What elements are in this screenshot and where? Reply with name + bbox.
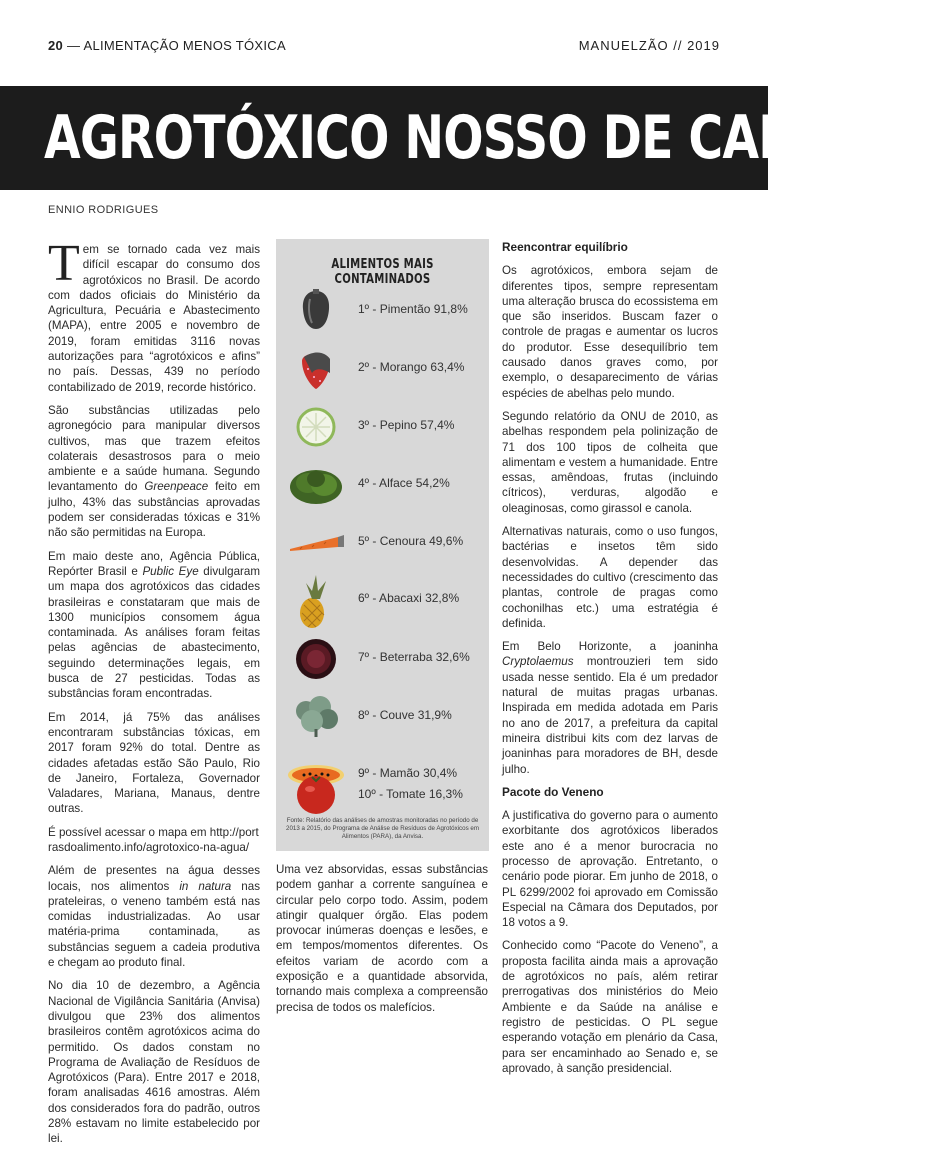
tomato-icon xyxy=(286,769,346,817)
paragraph: Conhecido como “Pacote do Veneno”, a proposta facilita ainda mais a aprovação de agrotóxicos no país, além retirar prerrogativas dos ministérios do Meio Ambiente e da Saúde na análise e registro de pesticidas. O PL segue esperando votação em plenário da Casa, para ser encaminhado ao Senado e, se aprovado, à sanção presidencial. xyxy=(502,939,718,1075)
paragraph: Uma vez absorvidas, essas substâncias podem ganhar a corrente sanguínea e circular pelo corpo todo. Assim, podem atingir qualquer órgão. Elas podem provocar inúmeras doenças e lesões, e em tempos/momentos diferentes. Os efeitos variam de acordo com a exposição e a quantidade absorvida, tornando mais complexa a compreensão precisa de todos os malefícios. xyxy=(276,863,488,1014)
paragraph: Alternativas naturais, como o uso fungos, bactérias e insetos têm sido desenvolvidas. A depender das necessidades do cultivo (crescimento das plantas, controle de pragas como cochonilhas etc.) uma estratégia é definida. xyxy=(502,525,718,630)
food-item-3 xyxy=(276,401,489,457)
text: Em Belo Horizonte, a joaninha xyxy=(502,640,718,654)
paragraph: No dia 10 de dezembro, a Agência Nacional de Vigilância Sanitária (Anvisa) divulgou que 23% dos alimentos brasileiros contêm agrotóxicos acima do permitido. Os dados constam no Programa de Avaliação de Resíduos de Agrotóxicos (Para). Entre 2017 e 2018, foram analisadas 4616 amostras. Além dos considerados fora do padrão, outros 28% estavam no limite estabelecido por lei. xyxy=(48,979,260,1146)
food-item-7 xyxy=(276,633,489,689)
text: montrouzieri tem sido usada nesse sentido. Ela é um predador natural de muitas pragas urbanas. Inspirada em medida adotada em Paris no ano de 2017, a prefeitura da capital mineira distribui kits com dez larvas de joaninhas para moradores de BH, desde julho. xyxy=(502,655,718,776)
food-item-4 xyxy=(276,459,489,515)
text: feito em julho, 43% das substâncias aprovadas podem ser consideradas tóxicas e 31% não são permitidas na Europa. xyxy=(48,480,261,540)
food-label: 9º - Mamão 30,4% xyxy=(358,766,458,780)
food-item-8 xyxy=(276,691,489,747)
text-italic: Greenpeace xyxy=(144,480,209,494)
food-item-5 xyxy=(276,517,489,573)
paragraph xyxy=(502,639,718,777)
text: Em maio deste ano, Agência Pública, Repórter Brasil e xyxy=(48,549,260,578)
food-label: 1º - Pimentão 91,8% xyxy=(358,302,468,316)
food-label: 2º - Morango 63,4% xyxy=(358,360,465,374)
author-name: ENNIO RODRIGUES xyxy=(48,204,159,216)
text-italic: Cryptolaemus xyxy=(502,655,574,669)
food-item-1 xyxy=(276,285,489,341)
food-label: 7º - Beterraba 32,6% xyxy=(358,650,470,664)
pineapple-icon xyxy=(286,569,346,629)
cucumber-icon xyxy=(286,401,346,449)
paragraph-text: em se tornado cada vez mais difícil escapar do consumo dos agrotóxicos no Brasil. De acordo com dados oficiais do Ministério da Agricultura, Pecuária e Abastecimento (MAPA), entre 2005 e novembro de 2019, foram emitidas 3116 novas autorizações para “agrotóxicos e afins” no país. Dessas, 439 no período contabilizado de 2019, recorde histórico. xyxy=(48,243,260,394)
box-source: Fonte: Relatório das análises de amostras monitoradas no período de 2013 a 2015, do Programa de Análise de Resíduos de Agrotóxicos em Alimentos (PARA), da Anvisa. xyxy=(286,817,479,840)
food-label: 4º - Alface 54,2% xyxy=(358,476,450,490)
kale-icon xyxy=(286,691,346,739)
paragraph: Os agrotóxicos, embora sejam de diferentes tipos, sempre representam uma alteração brusca do ecossistema em que são inseridos. Buscam fazer o controle de pragas e aumentar os lucros do produtor. Esse desequilíbrio tem causado danos graves como, por exemplo, o desaparecimento de várias espécies de abelhas pelo mundo. xyxy=(502,264,718,400)
text-italic: in natura xyxy=(179,879,232,893)
magazine-name: MANUELZÃO // 2019 xyxy=(578,38,720,53)
article-title: AGROTÓXICO NOSSO DE CADA DIA xyxy=(44,103,940,173)
food-label: 10º - Tomate 16,3% xyxy=(358,787,463,801)
column-left xyxy=(48,235,261,1155)
column-middle xyxy=(276,862,488,1023)
page-number: 20 xyxy=(48,38,64,53)
drop-cap: T xyxy=(48,235,80,292)
carrot-icon xyxy=(286,517,346,565)
paragraph xyxy=(48,403,260,541)
paragraph: Segundo relatório da ONU de 2010, as abelhas respondem pela polinização de 71 dos 100 tipos de colheita que alimentam e vestem a humanidade. Entre essas, amêndoas, frutas (incluindo cítricos), verduras, algodão e oleaginosas, como girassol e canola. xyxy=(502,409,718,515)
column-right xyxy=(502,240,718,1084)
paragraph: Em 2014, já 75% das análises encontraram substâncias tóxicas, em 2017 foram 92% do total. Dentre as cidades afetadas estão São Paulo, Rio de Janeiro, Fortaleza, Governador Valadares, Mariana, Manaus, dentre outras. xyxy=(48,710,260,816)
food-item-6 xyxy=(276,569,489,635)
food-label: 8º - Couve 31,9% xyxy=(358,708,452,722)
map-link-paragraph: É possível acessar o mapa em http://portrasdoalimento.info/agrotoxico-na-agua/ xyxy=(48,825,259,854)
food-item-2 xyxy=(276,343,489,399)
text: nas prateleiras, o veneno também está nas comidas industrializadas. Ao usar matéria-prima contaminada, as substâncias seguem a cadeia produtiva e chegam ao produto final. xyxy=(48,879,261,970)
page-header-left: 20 — ALIMENTAÇÃO MENOS TÓXICA xyxy=(48,38,286,53)
paragraph: A justificativa do governo para o aumento exorbitante dos agrotóxicos liberados este ano é a menor burocracia no processo de aprovação. Entretanto, o cenário pode piorar. Em junho de 2018, o PL 6299/2002 foi aprovado em Comissão Especial na Câmara dos Deputados, por 18 votos a 9. xyxy=(502,809,718,930)
lettuce-icon xyxy=(286,459,346,507)
strawberry-icon xyxy=(286,343,346,391)
food-label: 6º - Abacaxi 32,8% xyxy=(358,591,460,605)
text: São substâncias utilizadas pelo agronegócio para manipular diversos cultivos, mas que trazem efeitos colaterais desastrosos para o meio ambiente e a saúde humana. Segundo levantamento do xyxy=(48,403,260,494)
paragraph xyxy=(48,549,260,702)
paragraph xyxy=(48,863,260,970)
pepper-icon xyxy=(286,285,346,333)
subheading-poison-package: Pacote do Veneno xyxy=(502,784,604,799)
food-label: 3º - Pepino 57,4% xyxy=(358,418,455,432)
contaminated-foods-box xyxy=(276,239,489,851)
beet-icon xyxy=(286,633,346,681)
text: divulgaram um mapa dos agrotóxicos das cidades brasileiras e constataram que mais de 1300 municípios consomem água contaminada. As análises foram feitas pelas agências de abastecimento, seguindo determinações legais, em busca de 27 pesticidas. Todas as substâncias foram encontradas. xyxy=(48,564,260,701)
section-name: ALIMENTAÇÃO MENOS TÓXICA xyxy=(83,38,286,53)
text: Além de presentes na água desses locais, nos alimentos xyxy=(48,864,260,893)
subheading-equilibrium: Reencontrar equilíbrio xyxy=(502,240,628,254)
text-italic: Public Eye xyxy=(142,564,199,578)
food-label: 5º - Cenoura 49,6% xyxy=(358,534,464,548)
box-title: ALIMENTOS MAIS CONTAMINADOS xyxy=(331,257,434,287)
paragraph xyxy=(48,235,260,395)
